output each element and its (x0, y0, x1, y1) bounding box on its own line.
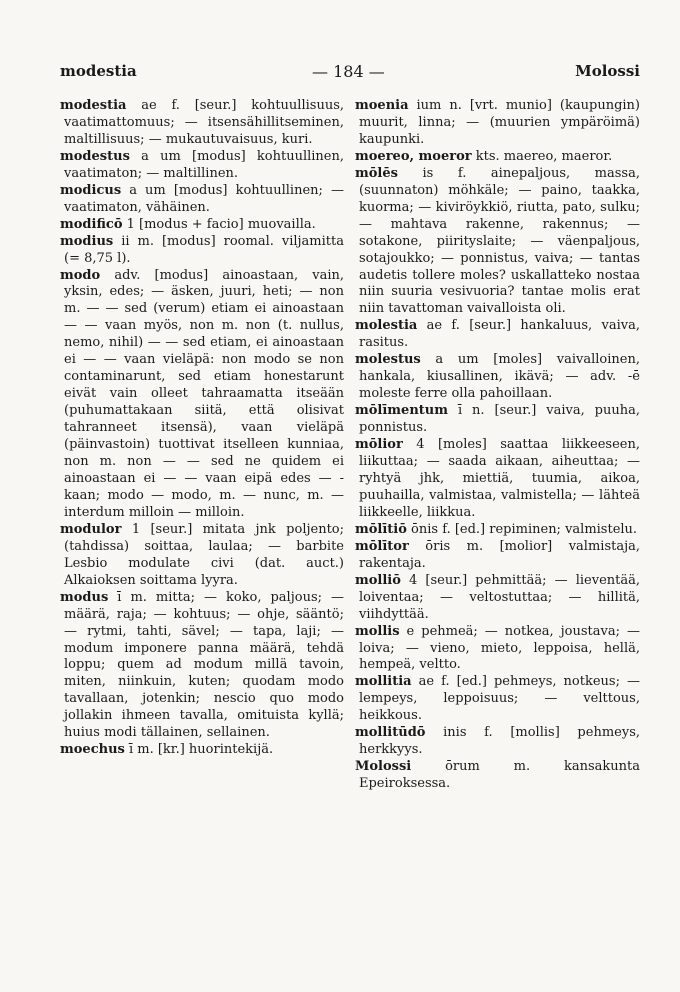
entry-definition: ae f. [seur.] hankaluus, vaiva, rasitus. (359, 318, 640, 351)
dictionary-entry (355, 437, 640, 522)
dictionary-entry (355, 149, 640, 166)
headword: modus (60, 589, 109, 605)
dictionary-entry (355, 403, 640, 437)
entry-definition: 4 [moles] saattaa liikkeeseen, liikuttaa; — saada aikaan, aiheuttaa; — ryhtyä jhk, miettiä, tuumia, aikoa, puuhailla, valmistaa, valmistella; — lähteä liikkeelle, liikkua. (359, 437, 640, 520)
headword: modificō (60, 216, 123, 232)
entry-definition: ae f. [seur.] kohtuullisuus, vaatimattomuus; — itsensähillitseminen, maltillisuus; — mukautuvaisuus, kuri. (64, 98, 344, 147)
header-first-word: modestia (60, 62, 137, 80)
dictionary-entry (60, 217, 344, 234)
dictionary-entry (60, 742, 344, 759)
dictionary-entry (355, 759, 640, 793)
entry-definition: e pehmeä; — notkea, joustava; — loiva; — vieno, mieto, leppoisa, hellä, hempeä, veltto. (359, 623, 640, 673)
headword: modulor (60, 521, 122, 537)
headword: mōlītiō (355, 521, 407, 537)
dictionary-entry (60, 149, 344, 183)
headword: mōlior (355, 437, 403, 453)
headword: molestia (355, 318, 418, 334)
dictionary-entry (355, 318, 640, 352)
headword: mollitia (355, 674, 412, 690)
header-last-word: Molossi (575, 62, 640, 80)
dictionary-entry (355, 98, 640, 149)
entry-definition: kts. maereo, maeror. (471, 148, 613, 164)
dictionary-entry (60, 522, 344, 590)
headword: moechus (60, 742, 125, 758)
dictionary-entry (60, 268, 344, 522)
headword: moereo, moeror (355, 148, 472, 164)
headword: modius (60, 233, 114, 249)
right-column (355, 98, 640, 793)
dictionary-entry (355, 522, 640, 539)
entry-definition: ae f. [ed.] pehmeys, notkeus; — lempeys, leppoisuus; — velttous, heikkous. (359, 674, 640, 724)
entry-definition: a um [moles] vaivalloinen, hankala, kiusallinen, ikävä; — adv. -ē moleste ferre olla pahoillaan. (359, 352, 640, 402)
headword: Molossi (355, 759, 412, 775)
entry-definition: ii m. [modus] roomal. viljamitta (= 8,75 l). (64, 233, 344, 266)
dictionary-entry (60, 98, 344, 149)
headword: molestus (355, 352, 421, 368)
page-header (60, 62, 640, 84)
dictionary-entry (355, 166, 640, 319)
dictionary-entry (60, 234, 344, 268)
entry-definition: a um [modus] kohtuullinen; — vaatimaton, vähäinen. (64, 182, 344, 215)
headword: modicus (60, 182, 122, 198)
dictionary-entry (355, 539, 640, 573)
entry-definition: ōnis f. [ed.] repiminen; valmistelu. (406, 521, 638, 537)
headword: mōlītor (355, 538, 409, 554)
page-number: — 184 — (312, 62, 385, 81)
headword: molliō (355, 572, 401, 588)
dictionary-entry (355, 725, 640, 759)
entry-definition: is f. ainepaljous, massa, (suunnaton) möhkäle; — paino, taakka, kuorma; — kiviröykkiö, riutta, pato, sulku; — mahtava rakenne, rakennus; — sotakone, piirityslaite; — väenpaljous, sotajoukko; — ponnistus, vaiva; — tantas audetis tollere moles? uskallatteko nostaa niin suuria vesivuoria? tantae molis erat niin tavattoman vaivalloista oli. (359, 165, 640, 317)
headword: mollis (355, 623, 400, 639)
headword: moenia (355, 98, 409, 113)
entry-definition: a um [modus] kohtuullinen, vaatimaton; — maltillinen. (64, 148, 344, 181)
entry-definition: adv. [modus] ainoastaan, vain, yksin, edes; — äsken, juuri, heti; — non m. — — sed (verum) etiam ei ainoastaan — — vaan myös, non m. non (t. nullus, nemo, nihil) — — sed etiam, ei ainoastaan ei — — vaan vieläpä: non modo se non contaminarunt, sed etiam honestarunt eivät vain olleet tahraamatta itseään (puhumattakaan siitä, että olisivat tahranneet itsensä), vaan vieläpä (päinvastoin) tuottivat itselleen kunniaa, non m. non — — sed ne quidem ei ainoastaan ei — — vaan eipä edes — -kaan; modo — modo, m. — nunc, m. — interdum milloin — milloin. (64, 267, 344, 520)
dictionary-entry (355, 352, 640, 403)
dictionary-entry (60, 183, 344, 217)
dictionary-entry (355, 573, 640, 624)
entry-definition: ōrum m. kansakunta Epeiroksessa. (359, 759, 640, 792)
left-column (60, 98, 344, 759)
entry-definition: ī m. mitta; — koko, paljous; — määrä, raja; — kohtuus; — ohje, sääntö; — rytmi, tahti, sävel; — tapa, laji; — modum imponere panna määrä, tehdä loppu; quem ad modum millä tavoin, miten, niinkuin, kuten; quodam modo tavallaan, jotenkin; nescio quo modo jollakin ihmeen tavalla, omituista kyllä; huius modi tällainen, sellainen. (64, 589, 344, 741)
entry-definition: 1 [seur.] mitata jnk poljento; (tahdissa) soittaa, laulaa; — barbite Lesbio modulate civi (dat. auct.) Alkaioksen soittama lyyra. (64, 521, 344, 588)
headword: modo (60, 267, 101, 283)
entry-definition: ium n. [vrt. munio] (kaupungin) muurit, linna; — (muurien ympäröimä) kaupunki. (359, 98, 640, 147)
headword: modestia (60, 98, 127, 113)
dictionary-entry (60, 590, 344, 743)
headword: mōlīmentum (355, 403, 448, 419)
entry-definition: 4 [seur.] pehmittää; — lieventää, loiventaa; — veltostuttaa; — hillitä, viihdyttää. (359, 572, 640, 622)
entry-definition: ī m. [kr.] huorintekijä. (124, 742, 274, 758)
dictionary-entry (355, 674, 640, 725)
headword: modestus (60, 148, 130, 164)
entry-definition: inis f. [mollis] pehmeys, herkkyys. (359, 725, 640, 758)
headword: mōlēs (355, 165, 398, 181)
headword: mollitūdō (355, 725, 426, 741)
entry-definition: ī n. [seur.] vaiva, puuha, ponnistus. (359, 403, 640, 436)
entry-definition: 1 [modus + facio] muovailla. (122, 216, 316, 232)
dictionary-entry (355, 624, 640, 675)
entry-definition: ōris m. [molior] valmistaja, rakentaja. (359, 538, 640, 571)
